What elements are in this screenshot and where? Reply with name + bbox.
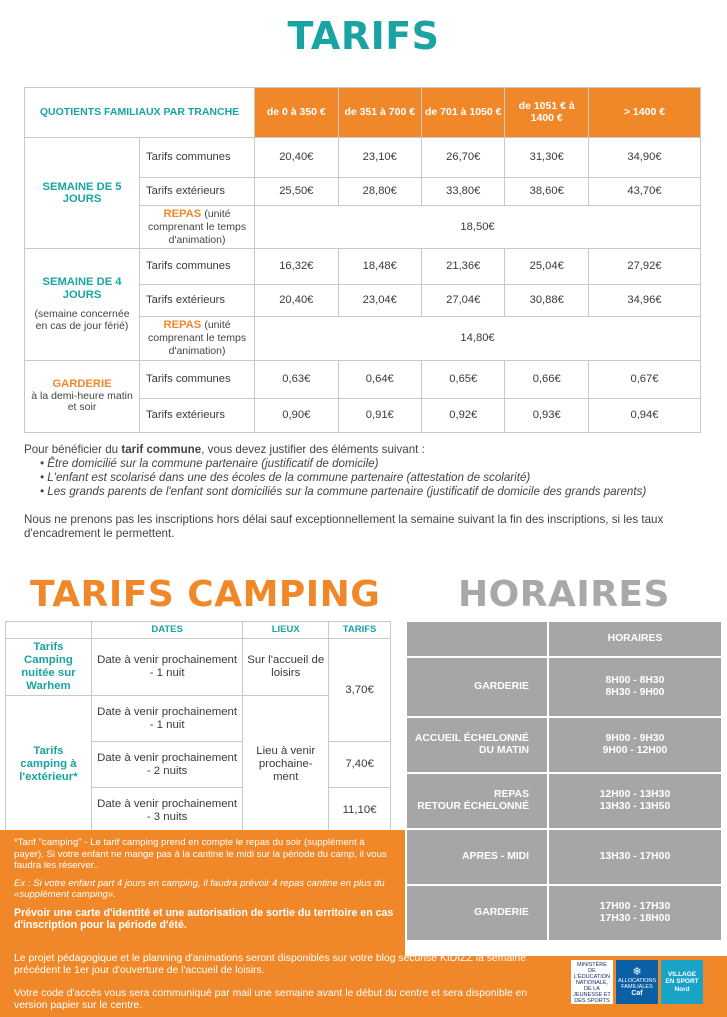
hor-time: 13H30 - 17H00 <box>599 850 671 862</box>
camping-footnote <box>14 837 394 932</box>
camp-tarif-2: 7,40€ <box>329 742 391 788</box>
hor-time: 13H30 - 13H50 <box>599 801 671 812</box>
price-cell: 0,67€ <box>588 360 700 398</box>
repas-note: (unité comprenant le temps d'animation) <box>148 208 247 246</box>
price-cell: 20,40€ <box>255 285 338 317</box>
repas-price: 18,50€ <box>255 206 701 249</box>
garderie-note: à la demi-heure matin et soir <box>31 389 133 414</box>
price-cell: 0,94€ <box>588 398 700 432</box>
camp-date: Date à venir prochainement - 2 nuits <box>91 742 242 788</box>
camp-header-empty <box>6 622 92 639</box>
intro-text-end: , vous devez justifier des éléments suivant : <box>201 443 425 456</box>
bracket-4: de 1051 € à 1400 € <box>505 88 588 138</box>
price-cell: 0,64€ <box>338 360 421 398</box>
camp-date: Date à venir prochainement - 3 nuits <box>91 788 242 834</box>
camp-lieu-accueil: Sur l'accueil de loisirs <box>243 639 329 696</box>
price-cell: 0,92€ <box>422 398 505 432</box>
price-cell: 34,96€ <box>588 285 700 317</box>
hor-times <box>548 829 722 885</box>
hor-label-line1: GARDERIE <box>474 906 529 918</box>
price-cell: 26,70€ <box>422 138 505 178</box>
hor-header-empty <box>406 621 548 657</box>
price-cell: 0,90€ <box>255 398 338 432</box>
horaires-title: HORAIRES <box>458 574 670 615</box>
notes-section <box>24 443 704 540</box>
hor-times <box>548 773 722 829</box>
hor-label-line1: GARDERIE <box>474 680 529 692</box>
price-cell: 25,50€ <box>255 178 338 206</box>
hor-label <box>406 717 548 773</box>
snowflake-icon: ❄ <box>632 966 642 979</box>
hor-label <box>406 885 548 941</box>
camping-title: TARIFS CAMPING <box>30 574 381 615</box>
bracket-1: de 0 à 350 € <box>255 88 338 138</box>
identity-note: Prévoir une carte d'identité et une autorisation de sortie du territoire en cas d'inscription pour la période d'été. <box>14 906 394 932</box>
bracket-5: > 1400 € <box>588 88 700 138</box>
footer-info <box>14 953 559 1013</box>
camp-tarif-3: 11,10€ <box>329 788 391 834</box>
semaine4-cell <box>25 249 140 360</box>
camping-note: *Tarif "camping" - Le tarif camping prend en compte le repas du soir (supplément à payer). Si votre enfant ne mange pas à la cantine le midi sur la période du camp, il vous faudra les réserver.. <box>14 837 387 871</box>
hor-label <box>406 657 548 717</box>
hor-label-line1: ACCUEIL ÉCHELONNÉ <box>414 732 529 744</box>
price-cell: 38,60€ <box>505 178 588 206</box>
camp-tarif-1: 3,70€ <box>329 639 391 742</box>
price-cell: 0,66€ <box>505 360 588 398</box>
repas-cell <box>140 206 255 249</box>
camp-date: Date à venir prochainement - 1 nuit <box>91 639 242 696</box>
price-cell: 0,63€ <box>255 360 338 398</box>
price-cell: 33,80€ <box>422 178 505 206</box>
bracket-3: de 701 à 1050 € <box>422 88 505 138</box>
price-cell: 27,92€ <box>588 249 700 285</box>
garderie-cell <box>25 360 140 432</box>
price-cell: 27,04€ <box>422 285 505 317</box>
camp-header-tarifs: TARIFS <box>329 622 391 639</box>
hor-header: HORAIRES <box>548 621 722 657</box>
camp-lieu-avenir: Lieu à venir prochaine- ment <box>243 696 329 834</box>
price-cell: 28,80€ <box>338 178 421 206</box>
hor-time: 8H00 - 8H30 <box>605 674 665 686</box>
price-cell: 31,30€ <box>505 138 588 178</box>
tarifs-exterieurs-label: Tarifs extérieurs <box>140 285 255 317</box>
hor-time: 17H00 - 17H30 <box>599 900 671 912</box>
hor-time: 9H00 - 9H30 <box>605 732 665 744</box>
note-item: • L'enfant est scolarisé dans une des écoles de la commune partenaire (attestation de scolarité) <box>40 470 531 484</box>
hor-times <box>548 885 722 941</box>
price-cell: 34,90€ <box>588 138 700 178</box>
hor-times <box>548 657 722 717</box>
camp-group-warhem: Tarifs Camping nuitée sur Warhem <box>6 639 92 696</box>
hor-label-line2: DU MATIN <box>478 745 529 756</box>
village-text: VILLAGE EN SPORT Nord <box>665 971 699 993</box>
repas-cell <box>140 317 255 360</box>
hor-label-line2: RETOUR ÉCHELONNÉ <box>417 801 529 812</box>
delay-note: Nous ne prenons pas les inscriptions hors délai sauf exceptionnellement la semaine suivant la fin des inscriptions, si les taux d'encadrement le permettent. <box>24 512 664 540</box>
tarifs-exterieurs-label: Tarifs extérieurs <box>140 398 255 432</box>
camp-header-dates: DATES <box>91 622 242 639</box>
camp-header-lieux: LIEUX <box>243 622 329 639</box>
caf-logo <box>616 960 658 1004</box>
camping-example: Ex : Si votre enfant part 4 jours en camping, il faudra prévoir 4 repas cantine en plus du «supplément camping». <box>14 877 385 900</box>
semaine4-title: SEMAINE DE 4 JOURS <box>42 276 122 301</box>
hor-time: 12H00 - 13H30 <box>599 788 671 800</box>
qf-header: QUOTIENTS FAMILIAUX PAR TRANCHE <box>25 88 255 138</box>
intro-text: Pour bénéficier du <box>24 443 122 456</box>
tarifs-communes-label: Tarifs communes <box>140 249 255 285</box>
tarifs-communes-label: Tarifs communes <box>140 138 255 178</box>
ministere-text: MINISTÈRE DE L'ÉDUCATION NATIONALE, DE LA JEUNESSE ET DES SPORTS <box>573 961 611 1005</box>
projet-note: Le projet pédagogique et le planning d'animations seront disponibles sur votre blog sécurisé KIDIZZ la semaine précédent le 1er jour d'ouverture de l'accueil de loisirs. <box>14 953 527 977</box>
semaine4-note: (semaine concernée en cas de jour férié) <box>34 308 130 332</box>
code-note: Votre code d'accès vous sera communiqué par mail une semaine avant le début du centre et sera disponible en version papier sur le centre. <box>14 987 528 1012</box>
note-item: • Être domicilié sur la commune partenaire (justificatif de domicile) <box>40 456 379 470</box>
caf-sub: ALLOCATIONS FAMILIALES <box>617 978 657 991</box>
caf-text: Caf <box>631 990 643 998</box>
hor-label <box>406 773 548 829</box>
camp-group-exterieur: Tarifs camping à l'extérieur* <box>6 696 92 834</box>
price-cell: 16,32€ <box>255 249 338 285</box>
camp-date: Date à venir prochainement - 1 nuit <box>91 696 242 742</box>
tarifs-table <box>24 87 701 433</box>
repas-note: (unité comprenant le temps d'animation) <box>148 319 247 357</box>
garderie-title: GARDERIE <box>52 377 112 390</box>
ministere-logo <box>571 960 613 1004</box>
notes-intro <box>24 443 704 457</box>
tarifs-communes-label: Tarifs communes <box>140 360 255 398</box>
semaine5-cell <box>25 138 140 249</box>
hor-label-line1: APRES - MIDI <box>462 850 529 862</box>
price-cell: 21,36€ <box>422 249 505 285</box>
price-cell: 25,04€ <box>505 249 588 285</box>
note-item: • Les grands parents de l'enfant sont domiciliés sur la commune partenaire (justificatif de domicile des grands parents) <box>40 484 647 498</box>
semaine5-title: SEMAINE DE 5 JOURS <box>42 180 122 206</box>
hor-label <box>406 829 548 885</box>
hor-times <box>548 717 722 773</box>
village-sport-logo <box>661 960 703 1004</box>
hor-time: 8H30 - 9H00 <box>605 687 665 698</box>
price-cell: 0,93€ <box>505 398 588 432</box>
price-cell: 0,65€ <box>422 360 505 398</box>
page-title: TARIFS <box>287 14 440 58</box>
price-cell: 30,88€ <box>505 285 588 317</box>
repas-label: REPAS <box>163 319 202 332</box>
price-cell: 18,48€ <box>338 249 421 285</box>
price-cell: 20,40€ <box>255 138 338 178</box>
price-cell: 43,70€ <box>588 178 700 206</box>
price-cell: 0,91€ <box>338 398 421 432</box>
intro-bold: tarif commune <box>121 443 202 456</box>
repas-label: REPAS <box>163 208 202 220</box>
repas-price: 14,80€ <box>255 317 701 360</box>
price-cell: 23,10€ <box>338 138 421 178</box>
hor-time: 17H30 - 18H00 <box>599 913 671 924</box>
camping-table <box>5 621 391 834</box>
partner-logos <box>571 960 703 1004</box>
horaires-table <box>405 620 723 942</box>
hor-label-line1: REPAS <box>493 788 529 800</box>
price-cell: 23,04€ <box>338 285 421 317</box>
tarifs-exterieurs-label: Tarifs extérieurs <box>140 178 255 206</box>
hor-time: 9H00 - 12H00 <box>602 745 668 756</box>
bracket-2: de 351 à 700 € <box>338 88 421 138</box>
